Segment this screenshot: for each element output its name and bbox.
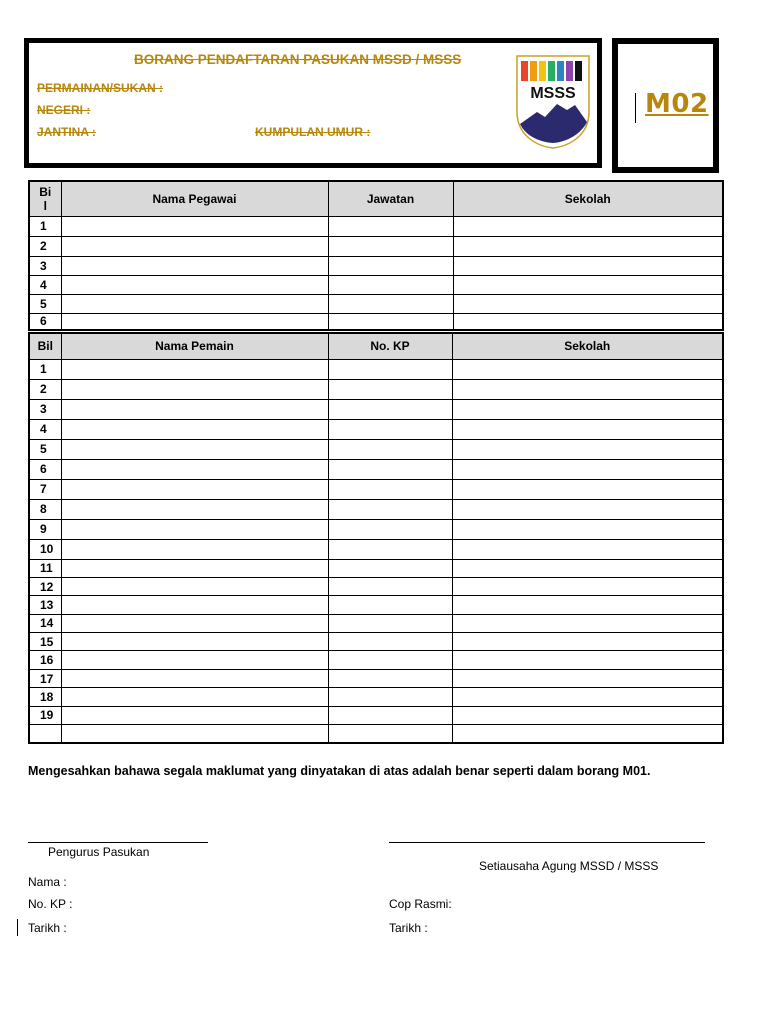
player-name-cell[interactable]: [61, 519, 328, 539]
left-signature-line: [28, 842, 208, 843]
player-name-cell[interactable]: [61, 651, 328, 669]
form-title: BORANG PENDAFTARAN PASUKAN MSSD / MSSS: [134, 52, 462, 67]
player-row-number: 18: [29, 688, 61, 706]
player-row: [29, 379, 723, 399]
official-name-cell[interactable]: [61, 294, 328, 313]
player-col2-cell[interactable]: [328, 725, 452, 743]
player-col2-cell[interactable]: [328, 419, 452, 439]
player-school-cell[interactable]: [452, 439, 723, 459]
official-school-cell[interactable]: [453, 216, 723, 236]
form-code-box: [612, 38, 719, 173]
ic-number-label: No. KP :: [28, 897, 73, 911]
player-name-cell[interactable]: [61, 359, 328, 379]
official-row-number: 1: [29, 216, 61, 236]
player-name-cell[interactable]: [61, 439, 328, 459]
official-school-cell[interactable]: [453, 256, 723, 275]
player-name-cell[interactable]: [61, 539, 328, 559]
player-row: [29, 596, 723, 614]
text-cursor-bar: [635, 93, 636, 123]
right-date-label: Tarikh :: [389, 921, 428, 935]
player-row: [29, 669, 723, 687]
player-school-cell[interactable]: [452, 419, 723, 439]
player-col2-cell[interactable]: [328, 499, 452, 519]
player-school-cell[interactable]: [452, 399, 723, 419]
player-name-cell[interactable]: [61, 559, 328, 577]
players-header-row: [29, 333, 723, 359]
player-row-number: 9: [29, 519, 61, 539]
officials-col-school: Sekolah: [453, 181, 723, 216]
player-row: [29, 479, 723, 499]
official-col2-cell[interactable]: [328, 236, 453, 256]
player-col2-cell[interactable]: [328, 519, 452, 539]
player-name-cell[interactable]: [61, 399, 328, 419]
player-school-cell[interactable]: [452, 539, 723, 559]
official-school-cell[interactable]: [453, 294, 723, 313]
official-row-number: 5: [29, 294, 61, 313]
text-cursor: [17, 919, 18, 936]
player-school-cell[interactable]: [452, 499, 723, 519]
player-row: [29, 439, 723, 459]
official-col2-cell[interactable]: [328, 275, 453, 294]
player-row-number: 3: [29, 399, 61, 419]
field-state-label: NEGERI :: [37, 103, 91, 117]
official-row-number: 2: [29, 236, 61, 256]
official-row: [29, 294, 723, 313]
player-school-cell[interactable]: [452, 459, 723, 479]
player-col2-cell[interactable]: [328, 539, 452, 559]
official-row: [29, 275, 723, 294]
player-row-number: 17: [29, 669, 61, 687]
official-name-cell[interactable]: [61, 216, 328, 236]
player-school-cell[interactable]: [452, 577, 723, 595]
official-stamp-label: Cop Rasmi:: [389, 897, 452, 911]
player-col2-cell[interactable]: [328, 633, 452, 651]
field-gender-label: JANTINA :: [37, 125, 96, 139]
player-row: [29, 633, 723, 651]
player-col2-cell[interactable]: [328, 439, 452, 459]
player-row: [29, 459, 723, 479]
player-col2-cell[interactable]: [328, 706, 452, 724]
msss-logo: [515, 54, 591, 150]
player-row: [29, 614, 723, 632]
player-row-number: 6: [29, 459, 61, 479]
player-name-cell[interactable]: [61, 499, 328, 519]
player-row-number: 4: [29, 419, 61, 439]
official-row-number: 6: [29, 313, 61, 330]
player-school-cell[interactable]: [452, 519, 723, 539]
player-row: [29, 725, 723, 743]
player-col2-cell[interactable]: [328, 399, 452, 419]
official-school-cell[interactable]: [453, 313, 723, 330]
player-row: [29, 651, 723, 669]
player-col2-cell[interactable]: [328, 479, 452, 499]
player-col2-cell[interactable]: [328, 577, 452, 595]
field-sport-label: PERMAINAN/SUKAN :: [37, 81, 163, 95]
player-school-cell[interactable]: [452, 479, 723, 499]
right-signature-line: [389, 842, 705, 843]
player-row-number: 8: [29, 499, 61, 519]
team-manager-label: Pengurus Pasukan: [48, 845, 150, 859]
player-school-cell[interactable]: [452, 669, 723, 687]
officials-col-name: Nama Pegawai: [61, 181, 328, 216]
players-table: [28, 332, 724, 744]
left-date-label: Tarikh :: [28, 921, 67, 935]
player-col2-cell[interactable]: [328, 688, 452, 706]
form-header-box: [24, 38, 602, 168]
player-school-cell[interactable]: [452, 359, 723, 379]
players-col-school: Sekolah: [452, 333, 723, 359]
player-school-cell[interactable]: [452, 688, 723, 706]
logo-text: MSSS: [530, 85, 576, 102]
field-age-group-label: KUMPULAN UMUR :: [255, 125, 371, 139]
officials-header-row: [29, 181, 723, 216]
player-col2-cell[interactable]: [328, 596, 452, 614]
player-row: [29, 419, 723, 439]
player-row-number: [29, 725, 61, 743]
player-name-cell[interactable]: [61, 633, 328, 651]
officials-table: [28, 180, 724, 331]
player-row-number: 7: [29, 479, 61, 499]
player-row: [29, 559, 723, 577]
player-name-cell[interactable]: [61, 479, 328, 499]
player-row-number: 11: [29, 559, 61, 577]
player-row-number: 2: [29, 379, 61, 399]
officials-col-number: Bi l: [29, 181, 61, 216]
players-col-name: Nama Pemain: [61, 333, 328, 359]
official-name-cell[interactable]: [61, 236, 328, 256]
official-col2-cell[interactable]: [328, 256, 453, 275]
official-name-cell[interactable]: [61, 313, 328, 330]
player-name-cell[interactable]: [61, 614, 328, 632]
official-row-number: 3: [29, 256, 61, 275]
official-school-cell[interactable]: [453, 236, 723, 256]
player-col2-cell[interactable]: [328, 379, 452, 399]
official-row: [29, 216, 723, 236]
official-col2-cell[interactable]: [328, 216, 453, 236]
official-col2-cell[interactable]: [328, 294, 453, 313]
player-row-number: 19: [29, 706, 61, 724]
players-col-ic: No. KP: [328, 333, 452, 359]
official-row: [29, 313, 723, 330]
player-school-cell[interactable]: [452, 651, 723, 669]
player-row: [29, 706, 723, 724]
official-row-number: 4: [29, 275, 61, 294]
player-row: [29, 359, 723, 379]
player-col2-cell[interactable]: [328, 669, 452, 687]
player-name-cell[interactable]: [61, 706, 328, 724]
official-name-cell[interactable]: [61, 256, 328, 275]
player-col2-cell[interactable]: [328, 359, 452, 379]
player-name-cell[interactable]: [61, 577, 328, 595]
official-name-cell[interactable]: [61, 275, 328, 294]
player-name-cell[interactable]: [61, 596, 328, 614]
player-row-number: 1: [29, 359, 61, 379]
player-row: [29, 399, 723, 419]
player-row-number: 16: [29, 651, 61, 669]
player-school-cell[interactable]: [452, 614, 723, 632]
official-row: [29, 236, 723, 256]
player-row-number: 5: [29, 439, 61, 459]
player-name-cell[interactable]: [61, 725, 328, 743]
player-school-cell[interactable]: [452, 559, 723, 577]
name-label: Nama :: [28, 875, 67, 889]
player-name-cell[interactable]: [61, 419, 328, 439]
player-row-number: 14: [29, 614, 61, 632]
player-school-cell[interactable]: [452, 706, 723, 724]
player-col2-cell[interactable]: [328, 614, 452, 632]
official-col2-cell[interactable]: [328, 313, 453, 330]
confirmation-statement: Mengesahkan bahawa segala maklumat yang dinyatakan di atas adalah benar seperti dalam borang M01.: [28, 764, 651, 778]
player-school-cell[interactable]: [452, 633, 723, 651]
form-code: M02: [645, 89, 709, 119]
player-row: [29, 499, 723, 519]
player-name-cell[interactable]: [61, 459, 328, 479]
player-col2-cell[interactable]: [328, 459, 452, 479]
player-row: [29, 519, 723, 539]
player-row-number: 10: [29, 539, 61, 559]
player-row-number: 12: [29, 577, 61, 595]
player-school-cell[interactable]: [452, 379, 723, 399]
official-school-cell[interactable]: [453, 275, 723, 294]
officials-col-position: Jawatan: [328, 181, 453, 216]
official-row: [29, 256, 723, 275]
players-col-number: Bil: [29, 333, 61, 359]
player-row: [29, 688, 723, 706]
player-name-cell[interactable]: [61, 379, 328, 399]
player-name-cell[interactable]: [61, 688, 328, 706]
player-row-number: 15: [29, 633, 61, 651]
player-col2-cell[interactable]: [328, 651, 452, 669]
player-school-cell[interactable]: [452, 725, 723, 743]
secretary-general-label: Setiausaha Agung MSSD / MSSS: [479, 859, 659, 873]
player-row-number: 13: [29, 596, 61, 614]
player-school-cell[interactable]: [452, 596, 723, 614]
player-col2-cell[interactable]: [328, 559, 452, 577]
player-name-cell[interactable]: [61, 669, 328, 687]
player-row: [29, 539, 723, 559]
player-row: [29, 577, 723, 595]
